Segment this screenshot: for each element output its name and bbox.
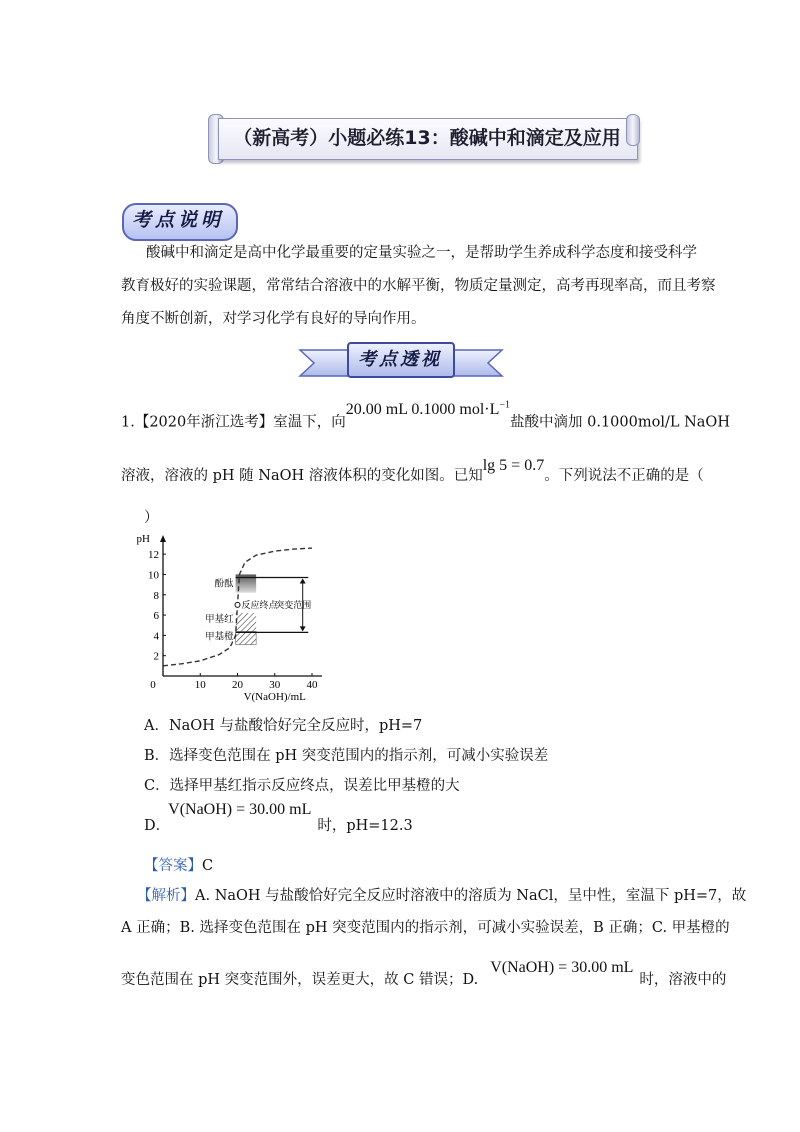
methyl-red-band [236, 613, 256, 631]
answer-line [144, 856, 213, 876]
x-tick-label: 20 [232, 679, 243, 691]
badge-label: 考点说明 [131, 209, 224, 231]
jump-arrow-head-down [300, 626, 306, 631]
label-methyl-orange: 甲基橙 [205, 632, 234, 643]
y-tick-label: 8 [153, 589, 159, 602]
label-phenolphthalein: 酚酞 [214, 579, 234, 590]
analysis-line-1 [137, 886, 746, 906]
analysis-tag: 【解析】 [137, 888, 195, 904]
section-badge-explanation [122, 203, 236, 239]
analysis-text-3b: 时，溶液中的 [639, 972, 727, 988]
question-line-2 [121, 457, 704, 486]
endpoint-marker [235, 602, 240, 607]
y-tick-label: 4 [153, 630, 159, 643]
question-line-2a: 溶液，溶液的 pH 随 NaOH 溶液体积的变化如图。已知 [121, 468, 483, 484]
jump-arrow-head-up [300, 579, 306, 584]
intro-line-3: 角度不断创新，对学习化学有良好的导向作用。 [121, 311, 426, 327]
x-axis-label: V(NaOH)/mL [243, 691, 306, 703]
intro-line-2: 教育极好的实验课题，常常结合溶液中的水解平衡，物质定量测定，高考再现率高，而且考察 [121, 278, 716, 294]
x-tick-label: 0 [150, 679, 156, 691]
question-math-lg5: lg 5 = 0.7 [482, 457, 545, 474]
analysis-text-3a: 变色范围在 pH 突变范围外，误差更大，故 C 错误；D. [121, 972, 479, 988]
answer-value: C [202, 858, 214, 874]
x-tick-label: 10 [194, 679, 206, 691]
intro-line-1: 酸碱中和滴定是高中化学最重要的定量实验之一，是帮助学生养成科学态度和接受科学 [146, 245, 697, 261]
analysis-line-3 [121, 959, 727, 990]
y-tick-label: 6 [153, 610, 159, 623]
x-tick-label: 40 [306, 679, 318, 691]
option-d-math: V(NaOH) = 30.00 mL [168, 801, 312, 818]
option-b: B．选择变色范围在 pH 突变范围内的指示剂，可减小实验误差 [144, 748, 549, 764]
question-line-3: ） [144, 510, 159, 526]
y-axis-label: pH [136, 533, 150, 545]
analysis-text-1: A. NaOH 与盐酸恰好完全反应时溶液中的溶质为 NaCl，呈中性，室温下 pH=7，故 [195, 888, 747, 904]
question-prefix: 1.【2020年浙江选考】室温下，向 [121, 414, 346, 431]
analysis-math: V(NaOH) = 30.00 mL [490, 959, 634, 976]
option-d [144, 801, 413, 836]
y-tick-label: 2 [153, 650, 159, 663]
question-line-1 [121, 400, 730, 432]
label-jump-range: 突变范围 [275, 599, 312, 610]
label-methyl-red: 甲基红 [205, 615, 234, 626]
option-c: C．选择甲基红指示反应终点，误差比甲基橙的大 [144, 778, 460, 794]
option-a: A．NaOH 与盐酸恰好完全反应时，pH=7 [144, 718, 423, 734]
methyl-orange-band [236, 631, 256, 644]
page-title: （新高考）小题必练13：酸碱中和滴定及应用 [233, 127, 621, 149]
question-mid: 盐酸中滴加 0.1000mol/L NaOH [510, 414, 730, 431]
x-tick-label: 30 [269, 679, 281, 691]
option-d-tail: 时，pH=12.3 [317, 818, 413, 834]
y-tick-label: 10 [148, 569, 159, 582]
badge-label: 考点透视 [358, 349, 442, 370]
label-endpoint: 反应终点 [241, 599, 278, 610]
analysis-line-2: A 正确；B. 选择变色范围在 pH 突变范围内的指示剂，可减小实验误差，B 正确；C. 甲基橙的 [121, 920, 730, 936]
titration-chart [136, 533, 360, 704]
question-math-concentration: 20.00 mL 0.1000 $mol\cdot L^{-1}$ [345, 400, 511, 419]
y-axis-arrow [160, 535, 166, 542]
option-d-label: D． [144, 818, 171, 834]
answer-tag: 【答案】 [144, 858, 202, 874]
section-badge-perspective [298, 340, 504, 382]
title-banner [208, 114, 640, 164]
y-tick-label: 12 [148, 549, 159, 562]
question-line-2b: 。下列说法不正确的是（ [544, 468, 704, 484]
